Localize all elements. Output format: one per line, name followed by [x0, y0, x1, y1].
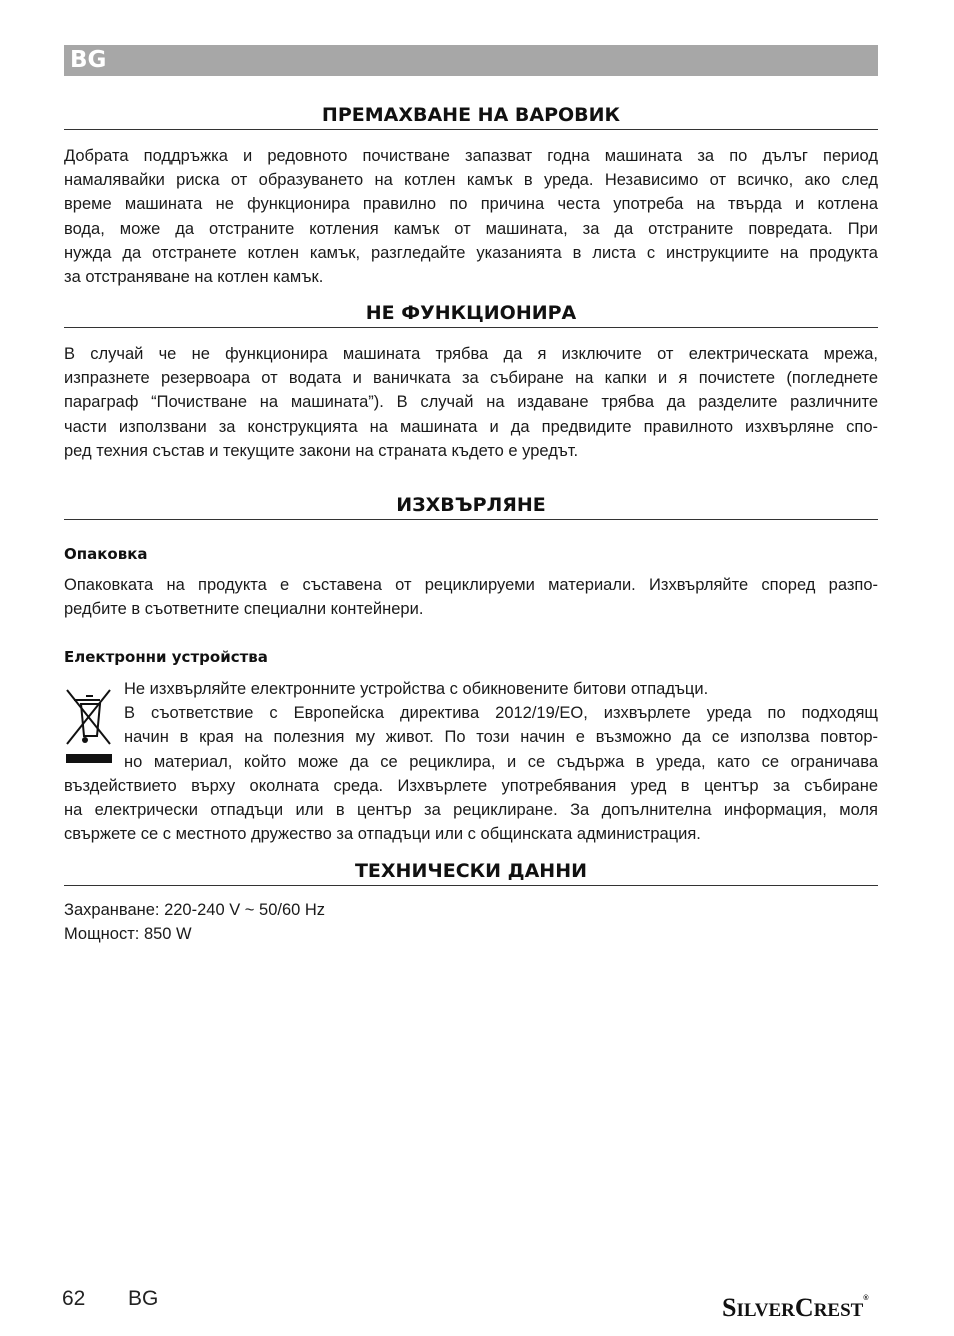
text-line: на електрически отпадъци или в център за рециклиране. За допълнителна информация, моля — [64, 801, 878, 820]
text-line: намалявайки риска от образуването на котлен камък в уреда. Независимо от всичко, ако след — [64, 171, 878, 190]
heading-disposal: ИЗХВЪРЛЯНЕ — [64, 493, 878, 520]
text-line: вода, може да отстраните котления камък от машината, за да отстраните повредата. При — [64, 219, 878, 238]
language-header-bar — [64, 45, 878, 76]
paragraph-technical-data — [64, 898, 878, 946]
heading-descaling: ПРЕМАХВАНЕ НА ВАРОВИК — [64, 103, 878, 130]
subheading-packaging: Опаковка — [64, 545, 148, 563]
subheading-electronics: Електронни устройства — [64, 648, 268, 666]
language-code: BG — [70, 47, 107, 73]
paragraph-electronics-wrap — [124, 677, 878, 774]
text-line: но материал, който може да се рециклира, и се съдържа в уреда, като се ограничава — [124, 752, 878, 771]
text-line: параграф “Почистване на машината”). В случай на издаване трябва да разделите различните — [64, 393, 878, 412]
silvercrest-logo: SILVERCREST® — [722, 1293, 869, 1322]
text-line: изпразнете резервоара от водата и ваничката за събиране на капки и я почистете (погледнете — [64, 369, 878, 388]
text-line: Не изхвърляйте електронните устройства с обикновените битови отпадъци. — [124, 680, 709, 698]
spec-power-supply: Захранване: 220-240 V ~ 50/60 Hz — [64, 901, 326, 919]
spec-power: Мощност: 850 W — [64, 925, 192, 944]
text-line: Добрата поддръжка и редовното почистване запазват годна машината за по дълъг период — [64, 147, 878, 165]
paragraph-electronics-full — [64, 774, 878, 847]
heading-technical-data: ТЕХНИЧЕСКИ ДАННИ — [64, 859, 878, 886]
paragraph-descaling — [64, 144, 878, 289]
text-line: В съответствие с Европейска директива 2012/19/ЕО, изхвърлете уреда по подходящ — [124, 704, 878, 723]
footer-language-code: BG — [128, 1287, 159, 1310]
paragraph-packaging — [64, 573, 878, 621]
text-line: начин в края на полезния му живот. По този начин е възможно да се използва повтор- — [124, 728, 878, 747]
heading-malfunction: НЕ ФУНКЦИОНИРА — [64, 301, 878, 328]
text-line: ред техния състав и текущите закони на страната където е уредът. — [64, 441, 579, 460]
text-line: редбите в съответните специални контейнери. — [64, 600, 424, 619]
text-line: свържете се с местното дружество за отпадъци или с общинската администрация. — [64, 825, 701, 844]
text-line: В случай че не функционира машината трябва да я изключите от електрическата мрежа, — [64, 345, 878, 363]
paragraph-malfunction — [64, 342, 878, 463]
text-line: време машината не функционира правилно по причина честа употреба на твърда и котлена — [64, 195, 878, 214]
crossed-out-wheelie-bin-icon — [64, 686, 114, 764]
text-line: нужда да отстранете котлен камък, разгледайте указанията в листа с инструкциите на продукта — [64, 243, 878, 262]
text-line: части използвани за конструкцията на машината и да предвидите правилното изхвърляне спо- — [64, 417, 878, 436]
text-line: Опаковката на продукта е съставена от рециклируеми материали. Изхвърляйте според разпо- — [64, 576, 878, 594]
text-line: въздействието върху околната среда. Изхвърлете употребявания уред в център за събиране — [64, 777, 878, 795]
text-line: за отстраняване на котлен камък. — [64, 268, 324, 287]
page-number: 62 — [62, 1287, 86, 1310]
